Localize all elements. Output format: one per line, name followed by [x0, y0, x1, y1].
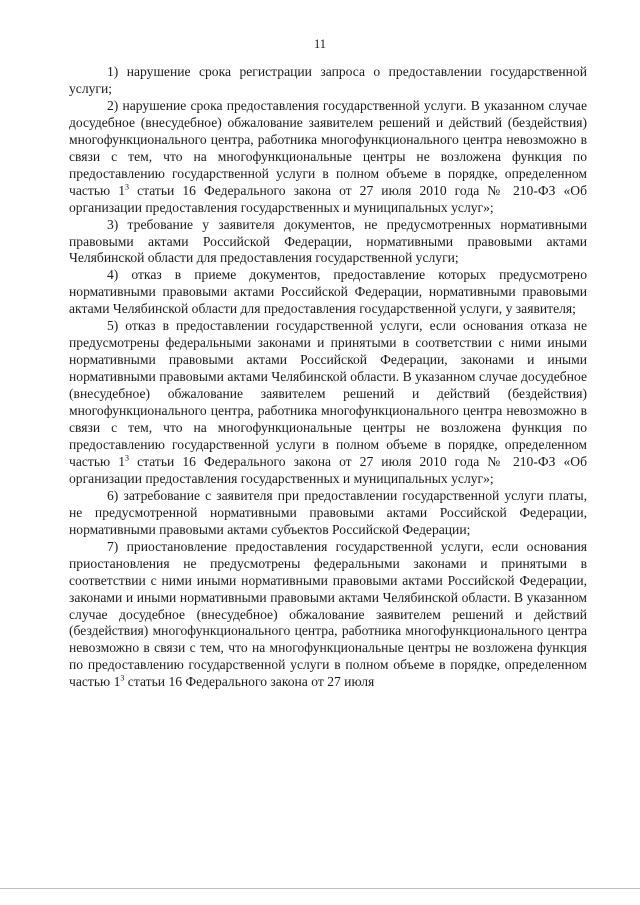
list-item-2-text: 2) нарушение срока предоставления государственной услуги. В указанном случае досудебное (внесудебное) обжалование заявителем решений и действий (бездействия) многофункционального центра, работника многофункционального центра невозможно в связи с тем, что на многофункциональные центры не возложена функция по предоставлению государственной услуги в полном объеме в порядке, определенном частью 1 — [69, 97, 587, 198]
superscript: 3 — [125, 453, 130, 463]
page-bottom-divider — [0, 888, 640, 889]
list-item-2 — [69, 98, 587, 217]
list-item-2-text-cont: статьи 16 Федерального закона от 27 июля 2010 года № 210-ФЗ «Об организации предоставления государственных и муниципальных услуг»; — [69, 182, 587, 215]
list-item-5-text: 5) отказ в предоставлении государственной услуги, если основания отказа не предусмотрены федеральными законами и принятыми в соответствии с ними иными нормативными правовыми актами Российской Федерации, законами и иными нормативными правовыми актами Челябинской области. В указанном случае досудебное (внесудебное) обжалование заявителем решений и действий (бездействия) многофункционального центра, работника многофункционального центра невозможно в связи с тем, что на многофункциональные центры не возложена функция по предоставлению государственной услуги в полном объеме в порядке, определенном частью 1 — [69, 318, 587, 469]
list-item-1 — [69, 64, 587, 98]
list-item-7-text: 7) приостановление предоставления государственной услуги, если основания приостановления не предусмотрены федеральными законами и принятыми в соответствии с ними иными нормативными правовыми актами Российской Федерации, законами и иными нормативными правовыми актами Челябинской области. В указанном случае досудебное (внесудебное) обжалование заявителем решений и действий (бездействия) многофункционального центра, работника многофункционального центра невозможно в связи с тем, что на многофункциональные центры не возложена функция по предоставлению государственной услуги в полном объеме в порядке, определенном частью 1 — [69, 538, 587, 690]
list-item-5 — [69, 318, 587, 488]
list-item-4-text: 4) отказ в приеме документов, предоставление которых предусмотрено нормативными правовыми актами Российской Федерации, нормативными правовыми актами Челябинской области для предоставления государственной услуги, у заявителя; — [69, 267, 587, 317]
list-item-1-text: 1) нарушение срока регистрации запроса о предоставлении государственной услуги; — [69, 64, 587, 96]
superscript: 3 — [125, 182, 130, 192]
list-item-4 — [69, 267, 587, 318]
list-item-3-text: 3) требование у заявителя документов, не предусмотренных нормативными правовыми актами Российской Федерации, нормативными правовыми актами Челябинской области для предоставления государственной услуги; — [69, 216, 587, 266]
list-item-7-text-cont: статьи 16 Федерального закона от 27 июля — [124, 674, 375, 690]
list-item-6 — [69, 488, 587, 539]
list-item-6-text: 6) затребование с заявителя при предоставлении государственной услуги платы, не предусмотренной нормативными правовыми актами Российской Федерации, нормативными правовыми актами субъектов Российской Федерации; — [69, 487, 587, 537]
superscript: 3 — [120, 673, 125, 683]
list-item-7 — [69, 539, 587, 692]
page-number: 11 — [313, 37, 327, 51]
list-item-3 — [69, 217, 587, 268]
document-body — [69, 64, 587, 691]
list-item-5-text-cont: статьи 16 Федерального закона от 27 июля 2010 года № 210-ФЗ «Об организации предоставления государственных и муниципальных услуг»; — [69, 453, 587, 486]
